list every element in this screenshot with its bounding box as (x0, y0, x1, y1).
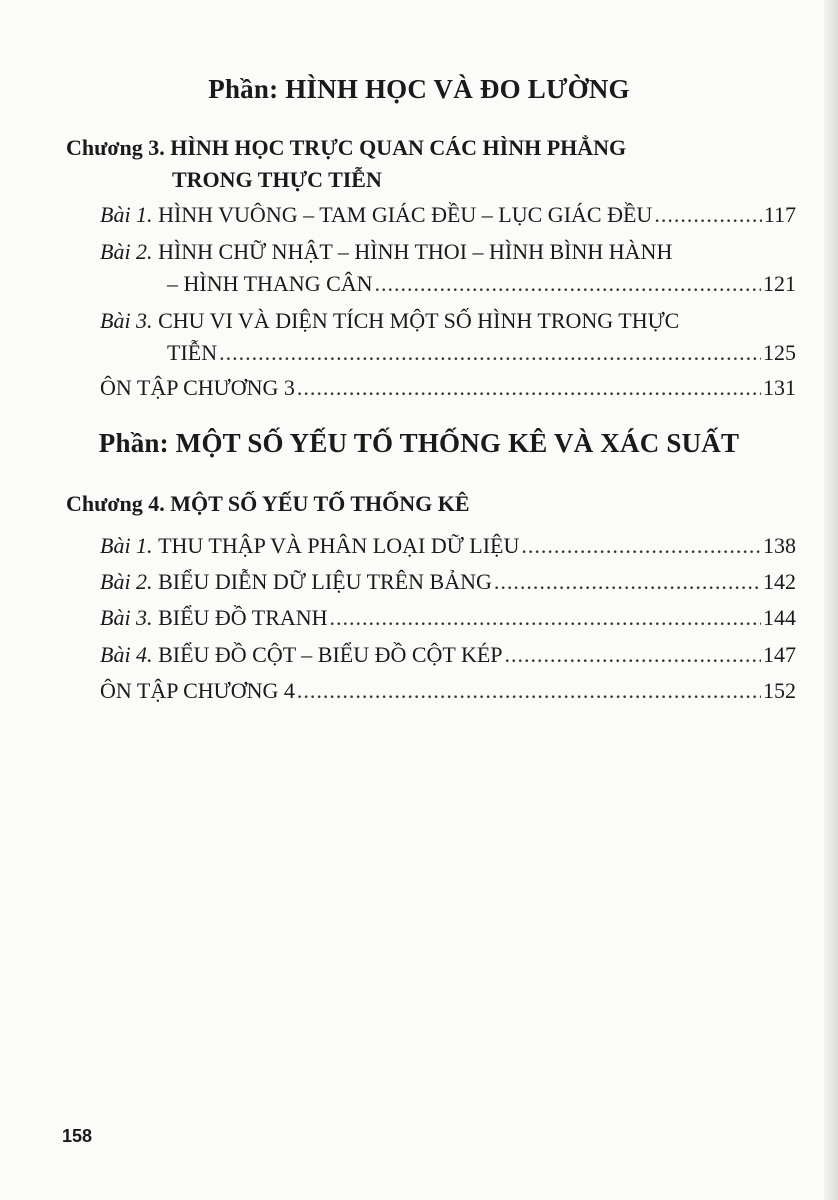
leader-dots (494, 566, 761, 598)
lesson-label: Bài 4. (100, 642, 153, 667)
review-title: ÔN TẬP CHƯƠNG 3 (100, 375, 295, 400)
part-title-geometry: Phần: HÌNH HỌC VÀ ĐO LƯỜNG (208, 74, 630, 104)
lesson-title-line2: – HÌNH THANG CÂN (167, 271, 373, 296)
leader-dots (654, 199, 762, 231)
lesson-title-line2: TIỄN (167, 340, 218, 365)
toc-entry-lesson-2[interactable] (100, 236, 796, 300)
toc-entry-lesson-3[interactable] (100, 305, 796, 369)
chapter-3-line1: Chương 3. HÌNH HỌC TRỰC QUAN CÁC HÌNH PHẲNG (66, 135, 627, 160)
chapter-3-heading (66, 132, 626, 196)
leader-dots (375, 268, 761, 300)
leader-dots (521, 530, 761, 562)
page-ref: 152 (763, 678, 796, 703)
lesson-label: Bài 2. (100, 569, 153, 594)
chapter-3-line2: TRONG THỰC TIỄN (172, 167, 382, 192)
page-ref: 138 (763, 533, 796, 558)
lesson-label: Bài 1. (100, 202, 153, 227)
leader-dots (297, 675, 761, 707)
page-number: 158 (62, 1126, 93, 1146)
page-ref: 131 (763, 375, 796, 400)
chapter-4-heading (66, 488, 470, 520)
toc-entry-lesson-3[interactable] (100, 602, 796, 634)
lesson-label: Bài 2. (100, 239, 153, 264)
page-edge-shadow (824, 0, 838, 1200)
lesson-title: BIỂU ĐỒ CỘT – BIỂU ĐỒ CỘT KÉP (158, 642, 503, 667)
toc-entry-lesson-4[interactable] (100, 639, 796, 671)
lesson-label: Bài 3. (100, 605, 153, 630)
toc-entry-lesson-1[interactable] (100, 199, 796, 231)
lesson-title: BIỂU ĐỒ TRANH (158, 605, 328, 630)
toc-entry-review-4[interactable] (100, 675, 796, 707)
toc-entry-review-3[interactable] (100, 372, 796, 404)
page-ref: 144 (763, 605, 796, 630)
review-title: ÔN TẬP CHƯƠNG 4 (100, 678, 295, 703)
page-ref: 121 (763, 271, 796, 296)
lesson-title-line1: CHU VI VÀ DIỆN TÍCH MỘT SỐ HÌNH TRONG THỰC (158, 308, 680, 333)
part-title-statistics: Phần: MỘT SỐ YẾU TỐ THỐNG KÊ VÀ XÁC SUẤT (98, 428, 740, 458)
lesson-title: BIỂU DIỄN DỮ LIỆU TRÊN BẢNG (158, 569, 492, 594)
page-ref: 117 (763, 202, 796, 227)
lesson-title: THU THẬP VÀ PHÂN LOẠI DỮ LIỆU (158, 533, 520, 558)
toc-entry-lesson-2[interactable] (100, 566, 796, 598)
lesson-title: HÌNH VUÔNG – TAM GIÁC ĐỀU – LỤC GIÁC ĐỀU (158, 202, 653, 227)
chapter-4-line1: Chương 4. MỘT SỐ YẾU TỐ THỐNG KÊ (66, 491, 470, 516)
lesson-label: Bài 3. (100, 308, 153, 333)
leader-dots (330, 602, 761, 634)
leader-dots (505, 639, 761, 671)
page-ref: 125 (763, 340, 796, 365)
leader-dots (297, 372, 761, 404)
lesson-label: Bài 1. (100, 533, 153, 558)
lesson-title-line1: HÌNH CHỮ NHẬT – HÌNH THOI – HÌNH BÌNH HÀNH (158, 239, 673, 264)
page-ref: 142 (763, 569, 796, 594)
page-ref: 147 (763, 642, 796, 667)
leader-dots (219, 337, 761, 369)
toc-entry-lesson-1[interactable] (100, 530, 796, 562)
